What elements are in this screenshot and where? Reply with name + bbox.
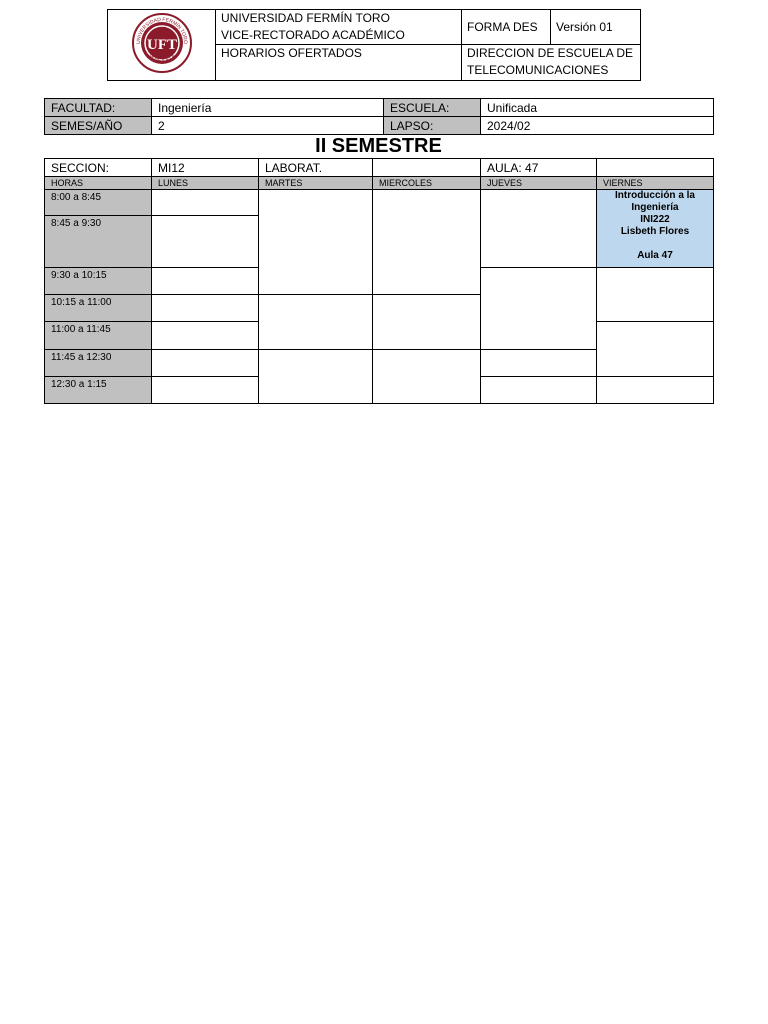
hour-cell: 8:45 a 9:30 xyxy=(45,216,152,268)
schedule-cell xyxy=(152,190,259,216)
seal-ring-bottom: VENEZUELA xyxy=(146,52,177,64)
schedule-cell xyxy=(259,295,373,350)
course-code: INI222 xyxy=(640,214,670,225)
vice-rectorate: VICE-RECTORADO ACADÉMICO xyxy=(221,28,405,42)
aula-extra xyxy=(597,159,714,177)
facultad-label: FACULTAD: xyxy=(45,99,152,117)
schedule-cell xyxy=(152,322,259,350)
document-header xyxy=(107,9,640,80)
schedule-cell xyxy=(597,322,714,377)
laboratorio-label: LABORAT. xyxy=(259,159,373,177)
hour-cell: 11:00 a 11:45 xyxy=(45,322,152,350)
hour-cell: 10:15 a 11:00 xyxy=(45,295,152,322)
schedule-cell xyxy=(373,295,481,350)
hour-cell: 8:00 a 8:45 xyxy=(45,190,152,216)
schedule-cell xyxy=(481,190,597,268)
hour-cell: 9:30 a 10:15 xyxy=(45,268,152,295)
header-miercoles: MIERCOLES xyxy=(373,177,481,190)
facultad-value: Ingeniería xyxy=(152,99,384,117)
header-jueves: JUEVES xyxy=(481,177,597,190)
aula-label: AULA: 47 xyxy=(481,159,597,177)
hour-cell: 11:45 a 12:30 xyxy=(45,350,152,377)
schedule-cell xyxy=(152,377,259,404)
schedule-cell xyxy=(481,377,597,404)
direction-label: DIRECCION DE ESCUELA DE TELECOMUNICACIONES xyxy=(462,45,641,81)
schedule-cell xyxy=(373,190,481,295)
schedule-cell xyxy=(152,295,259,322)
schedule-cell xyxy=(259,190,373,295)
university-seal-icon xyxy=(131,12,193,74)
header-viernes: VIERNES xyxy=(597,177,714,190)
escuela-label: ESCUELA: xyxy=(384,99,481,117)
header-lunes: LUNES xyxy=(152,177,259,190)
course-name: Introducción a la Ingeniería xyxy=(614,190,695,213)
lapso-label: LAPSO: xyxy=(384,117,481,135)
schedule-cell xyxy=(597,377,714,404)
schedule-cell xyxy=(152,216,259,268)
schedule-table xyxy=(44,158,713,404)
header-university-cell xyxy=(216,10,462,45)
form-code: FORMA DES xyxy=(462,10,551,45)
schedule-cell xyxy=(597,268,714,322)
laboratorio-value xyxy=(373,159,481,177)
offered-schedules-label: HORARIOS OFERTADOS xyxy=(216,45,462,81)
escuela-value: Unificada xyxy=(481,99,714,117)
version-label: Versión 01 xyxy=(551,10,641,45)
seal-ring-top: UNIVERSIDAD FERMÍN TORO xyxy=(135,16,188,44)
schedule-cell xyxy=(152,268,259,295)
header-horas: HORAS xyxy=(45,177,152,190)
schedule-cell xyxy=(481,350,597,377)
schedule-cell xyxy=(259,350,373,404)
course-teacher: Lisbeth Flores xyxy=(620,226,690,237)
seccion-value: MI12 xyxy=(152,159,259,177)
schedule-cell xyxy=(152,350,259,377)
seccion-label: SECCION: xyxy=(45,159,152,177)
course-block xyxy=(597,190,714,268)
semester-title: II SEMESTRE xyxy=(315,135,442,157)
lapso-value: 2024/02 xyxy=(481,117,714,135)
schedule-cell xyxy=(481,268,597,350)
hour-cell: 12:30 a 1:15 xyxy=(45,377,152,404)
semestre-label: SEMES/AÑO xyxy=(45,117,152,135)
header-martes: MARTES xyxy=(259,177,373,190)
info-block xyxy=(44,98,713,135)
university-name: UNIVERSIDAD FERMÍN TORO xyxy=(221,11,390,25)
seal-monogram: UFT xyxy=(146,36,177,53)
logo-cell xyxy=(108,10,216,81)
course-room: Aula 47 xyxy=(637,250,673,261)
semestre-value: 2 xyxy=(152,117,384,135)
schedule-cell xyxy=(373,350,481,404)
